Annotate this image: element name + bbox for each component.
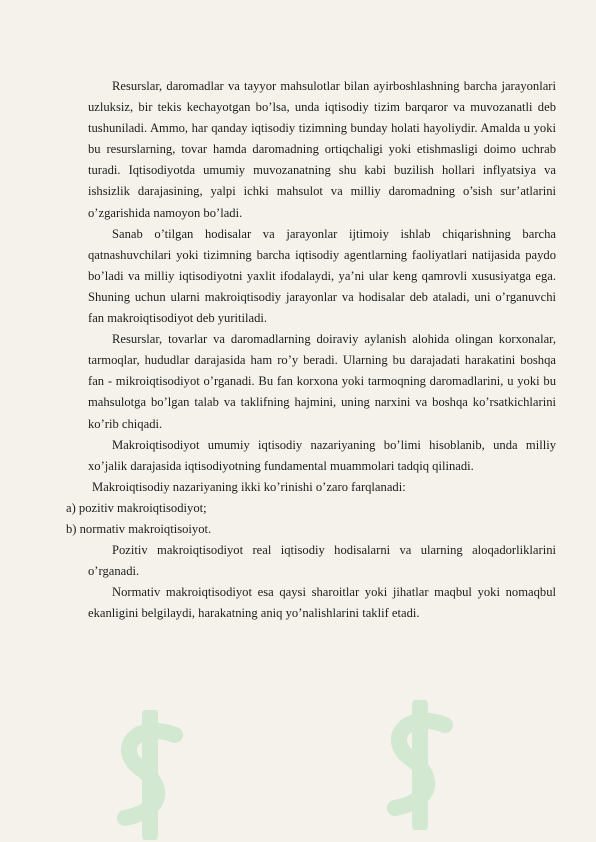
watermark-icon xyxy=(365,700,475,830)
paragraph-7: Normativ makroiqtisodiyot esa qaysi sharoitlar yoki jihatlar maqbul yoki nomaqbul ekanligini belgilaydi, harakatning aniq yo’nalishlarini taklif etadi. xyxy=(88,585,556,621)
paragraph-3: Resurslar, tovarlar va daromadlarning doiraviy aylanish alohida olingan korxonalar, tarmoqlar, hududlar darajasida ham ro’y beradi. Ularning bu darajadati harakatini boshqa fan - mikroiqtisodiyot o’rganadi. Bu fan korxona yoki tarmoqning daromadlarini, u yoki bu mahsulotga bo’lgan talab va taklifning hajmini, uning narxini va boshqa ko’rsatkichlarini ko’rib chiqadi. xyxy=(88,332,556,431)
paragraph-4: Makroiqtisodiyot umumiy iqtisodiy nazariyaning bo’limi hisoblanib, unda milliy xo’jalik darajasida iqtisodiyotning fundamental muammolari tadqiq qilinadi. xyxy=(88,437,556,473)
document-body xyxy=(66,76,556,624)
paragraph-2: Sanab o’tilgan hodisalar va jarayonlar ijtimoiy ishlab chiqarishning barcha qatnashuvchilari yoki tizimning barcha iqtisodiy agentlarning faoliyatlari natijasida paydo bo’ladi va milliy iqtisodiyotni yaxlit ifodalaydi, ya’ni ular keng qamrovli xususiyatga ega. Shuning uchun ularni makroiqtisodiy jarayonlar va hodisalar deb ataladi, uni o’rganuvchi fan makroiqtisodiyot deb yuritiladi. xyxy=(88,226,556,326)
list-item-b: b) normativ makroiqtisoiyot. xyxy=(66,521,212,536)
paragraph-6: Pozitiv makroiqtisodiyot real iqtisodiy hodisalarni va ularning aloqadorliklarini o’rganadi. xyxy=(88,543,556,579)
list-item-a: a) pozitiv makroiqtisodiyot; xyxy=(66,500,207,515)
paragraph-1: Resurslar, daromadlar va tayyor mahsulotlar bilan ayirboshlashning barcha jarayonlari uzluksiz, bir tekis kechayotgan bo’lsa, unda iqtisodiy tizim barqaror va muvozanatli deb tushuniladi. Ammo, har qanday iqtisodiy tizimning bunday holati hayoliydir. Amalda u yoki bu resurslarning, tovar hamda daromadning ortiqchaligi yoki etishmasligi doimo uchrab turadi. Iqtisodiyotda umumiy muvozanatning shu kabi buzilish hollari inflyatsiya va ishsizlik darajasining, yalpi ichki mahsulot va milliy daromadning o’sish sur’atlarini o’zgarishida namoyon bo’ladi. xyxy=(88,79,556,220)
paragraph-5: Makroiqtisodiy nazariyaning ikki ko’rinishi o’zaro farqlanadi: xyxy=(92,479,406,494)
watermark-icon xyxy=(95,710,205,840)
